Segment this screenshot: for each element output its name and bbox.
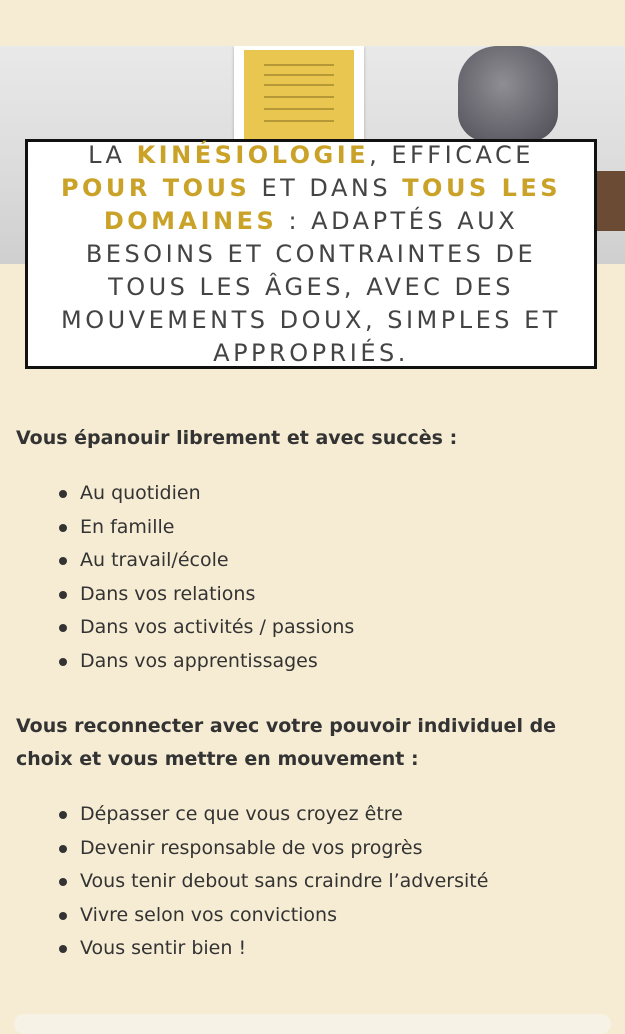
list-item: En famille bbox=[16, 511, 616, 545]
intro-callout-box bbox=[25, 139, 597, 369]
section-heading: Vous reconnecter avec votre pouvoir individuel de choix et vous mettre en mouvement : bbox=[16, 715, 557, 770]
list-item: Au travail/école bbox=[16, 544, 616, 578]
callout-part: ET DANS bbox=[250, 173, 403, 202]
callout-highlight: KINÉSIOLOGIE bbox=[136, 140, 370, 169]
list-item: Vous sentir bien ! bbox=[16, 932, 616, 966]
callout-part: LA bbox=[88, 140, 137, 169]
bullet-dot-icon bbox=[59, 912, 67, 920]
bullet-dot-icon bbox=[59, 878, 67, 886]
list-item: Vous tenir debout sans craindre l’adversité bbox=[16, 865, 616, 899]
bullet-list bbox=[16, 477, 616, 678]
next-section-card bbox=[14, 1014, 611, 1034]
callout-part: , EFFICACE bbox=[369, 140, 534, 169]
list-item: Devenir responsable de vos progrès bbox=[16, 832, 616, 866]
bullet-dot-icon bbox=[59, 557, 67, 565]
framed-certificate bbox=[234, 46, 364, 141]
intro-callout-text bbox=[42, 139, 580, 370]
bullet-dot-icon bbox=[59, 811, 67, 819]
bullet-dot-icon bbox=[59, 658, 67, 666]
list-item: Dans vos relations bbox=[16, 578, 616, 612]
bullet-dot-icon bbox=[59, 591, 67, 599]
list-item: Vivre selon vos convictions bbox=[16, 899, 616, 933]
list-item: Au quotidien bbox=[16, 477, 616, 511]
callout-highlight: TOUS LES DOMAINES bbox=[103, 173, 562, 235]
list-item: Dans vos apprentissages bbox=[16, 645, 616, 679]
bullet-dot-icon bbox=[59, 524, 67, 532]
callout-highlight: POUR TOUS bbox=[60, 173, 251, 202]
bullet-dot-icon bbox=[59, 490, 67, 498]
section-flourish bbox=[16, 422, 616, 678]
bullet-dot-icon bbox=[59, 624, 67, 632]
list-item: Dans vos activités / passions bbox=[16, 611, 616, 645]
section-heading: Vous épanouir librement et avec succès : bbox=[16, 427, 458, 449]
section-reconnect bbox=[16, 710, 616, 966]
list-item: Dépasser ce que vous croyez être bbox=[16, 798, 616, 832]
callout-part: : ADAPTÉS AUX BESOINS ET CONTRAINTES DE TOUS LES ÂGES, AVEC DES MOUVEMENTS DOUX, SIMPLES ET APPROPRIÉS. bbox=[61, 206, 561, 367]
bullet-dot-icon bbox=[59, 845, 67, 853]
statue-figure bbox=[458, 46, 558, 142]
bullet-dot-icon bbox=[59, 945, 67, 953]
bullet-list bbox=[16, 798, 616, 966]
